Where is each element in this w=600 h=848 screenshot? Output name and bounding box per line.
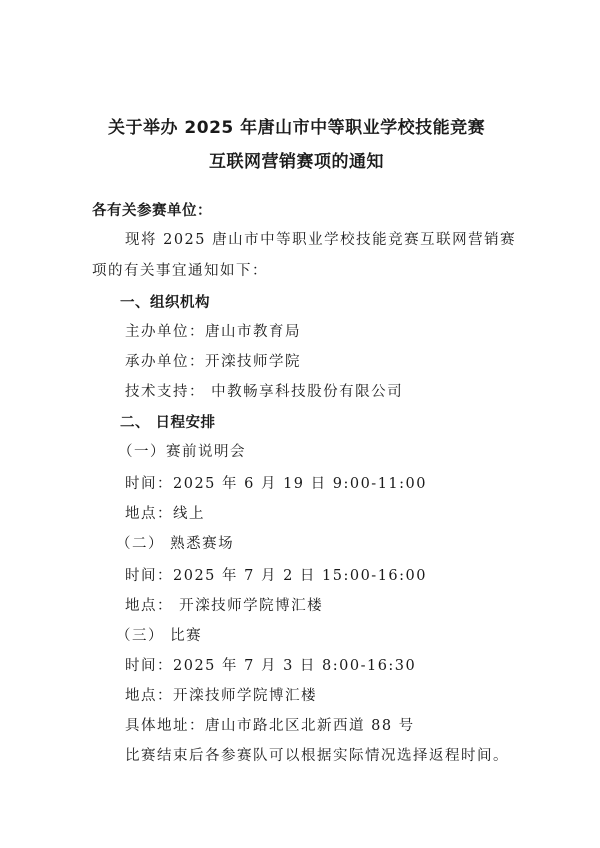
section-2-heading: 二、 日程安排 bbox=[120, 415, 216, 431]
schedule-part-2-label: （二） 熟悉赛场 bbox=[116, 536, 235, 552]
schedule-part-1-label: （一）赛前说明会 bbox=[118, 444, 246, 460]
document-title-line-2: 互联网营销赛项的通知 bbox=[209, 152, 384, 172]
schedule-part-2-place: 地点： 开滦技师学院博汇楼 bbox=[125, 598, 324, 614]
technical-support: 技术支持： 中教畅享科技股份有限公司 bbox=[125, 384, 404, 400]
schedule-part-3-time: 时间：2025 年 7 月 3 日 8:00-16:30 bbox=[125, 658, 417, 674]
host-unit: 主办单位：唐山市教育局 bbox=[125, 324, 301, 340]
schedule-part-3-place: 地点：开滦技师学院博汇楼 bbox=[125, 688, 317, 704]
schedule-part-3-note: 比赛结束后各参赛队可以根据实际情况选择返程时间。 bbox=[125, 748, 509, 764]
intro-line-2: 项的有关事宜通知如下： bbox=[92, 263, 268, 279]
organizer-unit: 承办单位：开滦技师学院 bbox=[125, 354, 301, 370]
schedule-part-3-label: （三） 比赛 bbox=[116, 628, 203, 644]
schedule-part-1-time: 时间：2025 年 6 月 19 日 9:00-11:00 bbox=[125, 476, 427, 492]
salutation: 各有关参赛单位： bbox=[92, 203, 212, 219]
intro-line-1: 现将 2025 唐山市中等职业学校技能竞赛互联网营销赛 bbox=[125, 232, 517, 248]
document-title-line-1: 关于举办 2025 年唐山市中等职业学校技能竞赛 bbox=[108, 118, 486, 138]
schedule-part-1-place: 地点：线上 bbox=[125, 506, 205, 522]
schedule-part-3-address: 具体地址：唐山市路北区北新西道 88 号 bbox=[125, 718, 415, 734]
section-1-heading: 一、组织机构 bbox=[120, 295, 210, 311]
schedule-part-2-time: 时间：2025 年 7 月 2 日 15:00-16:00 bbox=[125, 568, 427, 584]
